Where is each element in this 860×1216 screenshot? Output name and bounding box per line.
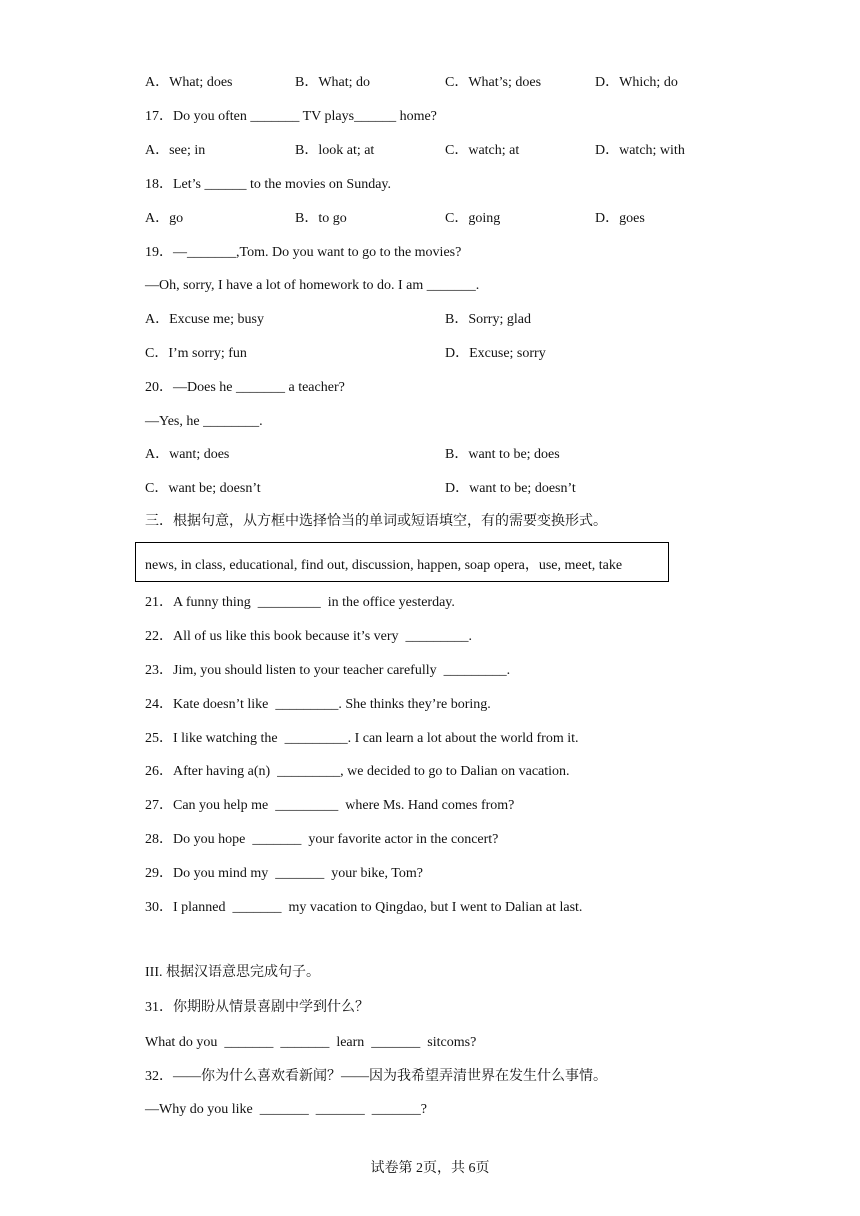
section-iii-title: III. 根据汉语意思完成句子。	[145, 965, 320, 980]
q16-option-d: D．Which; do	[595, 75, 678, 90]
fill-item-27: 27．Can you help me _________ where Ms. Hand comes from?	[145, 798, 515, 813]
q16-option-a: A．What; does	[145, 75, 233, 90]
fill-item-24: 24．Kate doesn’t like _________. She thinks they’re boring.	[145, 697, 491, 712]
fill-item-22: 22．All of us like this book because it’s very _________.	[145, 629, 473, 644]
q19-option-b: B．Sorry; glad	[445, 312, 531, 327]
q17-question: 17．Do you often _______ TV plays______ home?	[145, 109, 437, 124]
q19-question: 19．—_______,Tom. Do you want to go to the movies?	[145, 245, 462, 260]
q31-chinese: 31．你期盼从情景喜剧中学到什么？	[145, 1000, 369, 1015]
q20-option-a: A．want; does	[145, 447, 230, 462]
q20-response: —Yes, he ________.	[145, 414, 263, 429]
word-box	[135, 542, 669, 582]
q18-option-d: D．goes	[595, 211, 645, 226]
fill-item-26: 26．After having a(n) _________, we decided to go to Dalian on vacation.	[145, 764, 570, 779]
q20-question: 20．—Does he _______ a teacher?	[145, 380, 345, 395]
fill-item-23: 23．Jim, you should listen to your teacher carefully _________.	[145, 663, 511, 678]
q18-question: 18．Let’s ______ to the movies on Sunday.	[145, 177, 392, 192]
q32-english: —Why do you like _______ _______ _______?	[145, 1102, 427, 1117]
q17-option-c: C．watch; at	[445, 143, 520, 158]
q20-option-d: D．want to be; doesn’t	[445, 481, 576, 496]
q20-option-b: B．want to be; does	[445, 447, 560, 462]
q18-option-b: B．to go	[295, 211, 347, 226]
page-footer: 试卷第 2页，共 6页	[370, 1161, 490, 1176]
fill-item-30: 30．I planned _______ my vacation to Qingdao, but I went to Dalian at last.	[145, 900, 583, 915]
q16-option-c: C．What’s; does	[445, 75, 542, 90]
q17-option-d: D．watch; with	[595, 143, 685, 158]
q19-option-d: D．Excuse; sorry	[445, 346, 546, 361]
q32-chinese: 32．——你为什么喜欢看新闻？——因为我希望弄清世界在发生什么事情。	[145, 1069, 607, 1084]
fill-item-29: 29．Do you mind my _______ your bike, Tom?	[145, 866, 423, 881]
q19-option-a: A．Excuse me; busy	[145, 312, 264, 327]
fill-item-25: 25．I like watching the _________. I can learn a lot about the world from it.	[145, 731, 579, 746]
fill-item-21: 21．A funny thing _________ in the office yesterday.	[145, 595, 455, 610]
fill-item-28: 28．Do you hope _______ your favorite actor in the concert?	[145, 832, 499, 847]
word-box-text: news, in class, educational, find out, discussion, happen, soap opera，use, meet, take	[145, 558, 623, 573]
q17-option-a: A．see; in	[145, 143, 206, 158]
q18-option-a: A．go	[145, 211, 184, 226]
q19-option-c: C．I’m sorry; fun	[145, 346, 247, 361]
q31-english: What do you _______ _______ learn _______ sitcoms?	[145, 1035, 477, 1050]
q20-option-c: C．want be; doesn’t	[145, 481, 261, 496]
q16-option-b: B．What; do	[295, 75, 371, 90]
q18-option-c: C．going	[445, 211, 501, 226]
q19-response: —Oh, sorry, I have a lot of homework to do. I am _______.	[145, 278, 480, 293]
section-3-title: 三．根据句意，从方框中选择恰当的单词或短语填空，有的需要变换形式。	[145, 514, 607, 529]
q17-option-b: B．look at; at	[295, 143, 375, 158]
